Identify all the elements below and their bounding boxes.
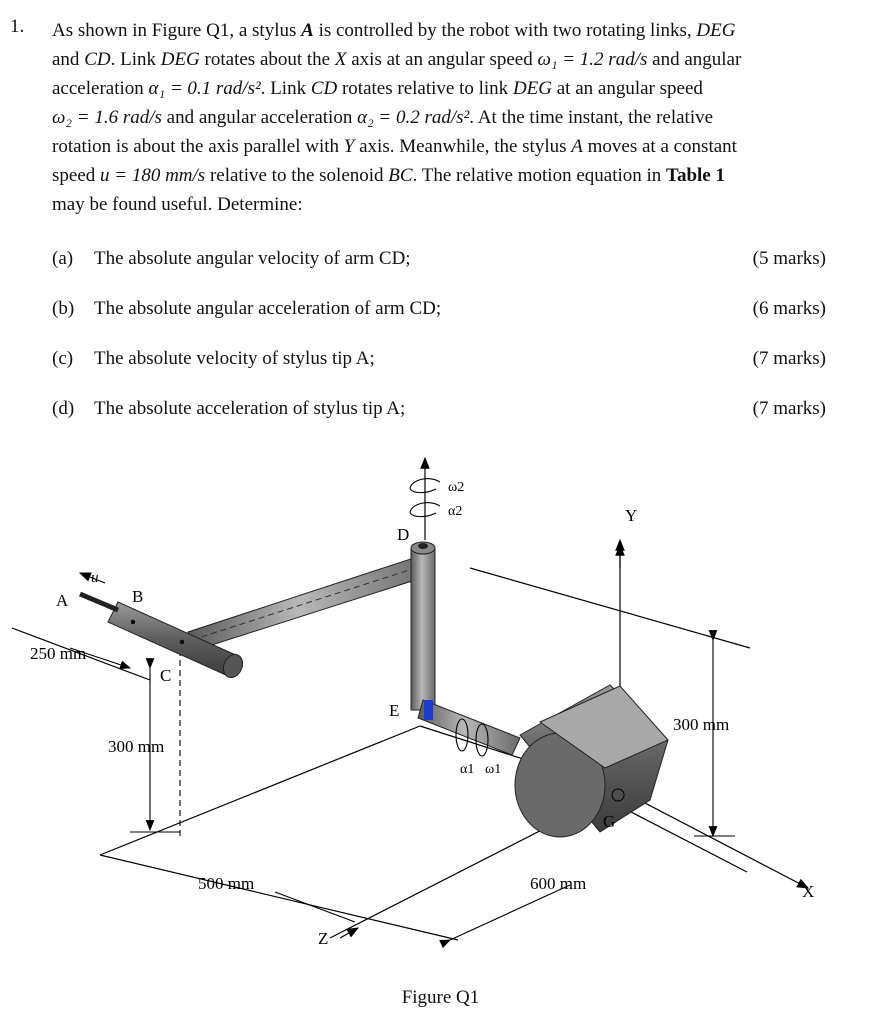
label-u: u	[91, 570, 99, 586]
dim-300mm-right: 300 mm	[673, 715, 730, 734]
motor-housing-g	[515, 685, 668, 837]
part-marks: (7 marks)	[752, 348, 826, 369]
dim-500mm: 500 mm	[198, 874, 255, 893]
label-y-axis: Y	[625, 506, 638, 525]
dim-300mm-left: 300 mm	[108, 737, 165, 756]
solenoid-bc	[108, 602, 246, 681]
label-z-axis: Z	[318, 929, 329, 948]
part-marks: (7 marks)	[752, 398, 826, 419]
z-axis-arrow	[340, 928, 358, 938]
stylus-a	[80, 594, 118, 610]
label-b: B	[132, 587, 144, 606]
joint-d-pin	[418, 543, 428, 549]
part-label: (c)	[52, 348, 74, 369]
question-paragraph: As shown in Figure Q1, a stylus A is controlled by the robot with two rotating links, DEG and CD. Link DEG rotates about the X axis at an angular speed ω₁ = 1.2 rad/s and angular acceleration α₁ = 0.1 rad/s². Link CD rotates relative to link DEG at an angular speed ω₂ = 1.6 rad/s and angular acceleration α₂ = 0.2 rad/s². At the time instant, the relative rotation is about the axis parallel with Y axis. Meanwhile, the stylus A moves at a constant speed u = 180 mm/s relative to the solenoid BC. The relative motion equation in Table 1 may be found useful. Determine:	[52, 20, 742, 215]
label-g: G	[603, 812, 616, 831]
label-omega1: ω1	[485, 762, 502, 777]
label-alpha1: α1	[460, 762, 475, 777]
part-text: The absolute velocity of stylus tip A;	[94, 348, 375, 369]
label-d: D	[397, 525, 410, 544]
link-eg	[418, 700, 520, 755]
label-omega2: ω2	[448, 480, 465, 495]
link-de-vertical	[411, 548, 435, 710]
label-alpha2: α2	[448, 504, 463, 519]
part-text: The absolute acceleration of stylus tip A;	[94, 398, 406, 419]
figure-caption: Figure Q1	[401, 987, 480, 1008]
label-x-axis: X	[802, 882, 815, 901]
label-a: A	[56, 591, 69, 610]
joint-e-marker	[424, 700, 433, 720]
part-text: The absolute angular velocity of arm CD;	[94, 248, 411, 269]
dim-600mm: 600 mm	[530, 874, 587, 893]
link-arm-cd	[188, 556, 434, 650]
label-c: C	[160, 666, 172, 685]
part-label: (d)	[52, 398, 75, 419]
dim-250mm: 250 mm	[30, 644, 87, 663]
part-marks: (6 marks)	[752, 298, 826, 319]
part-label: (a)	[52, 248, 74, 269]
part-label: (b)	[52, 298, 75, 319]
part-marks: (5 marks)	[752, 248, 826, 269]
part-c	[52, 345, 826, 373]
part-a	[52, 245, 826, 273]
question-number: 1.	[10, 16, 25, 37]
part-b	[52, 295, 826, 323]
part-text: The absolute angular acceleration of arm CD;	[94, 298, 442, 319]
part-d	[52, 395, 826, 423]
label-e: E	[389, 701, 400, 720]
figure-q1-diagram	[0, 440, 881, 985]
